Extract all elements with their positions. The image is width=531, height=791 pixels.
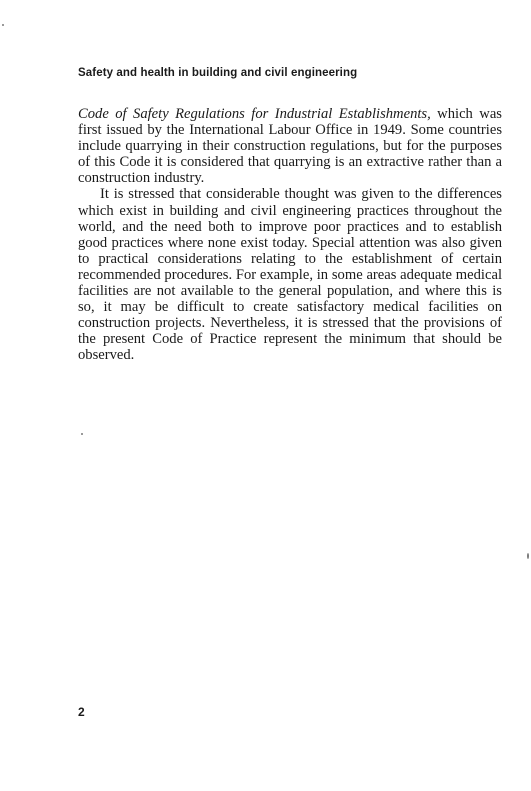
paragraph-1 bbox=[78, 106, 502, 186]
page-number: 2 bbox=[78, 705, 85, 719]
running-header: Safety and health in building and civil engineering bbox=[78, 67, 358, 79]
scan-speck bbox=[527, 553, 529, 559]
italic-title: Code of Safety Regulations for Industrial Establishments, bbox=[78, 106, 431, 122]
scan-speck bbox=[81, 433, 83, 435]
paragraph-2: It is stressed that considerable thought was given to the differences which exist in building and civil engineering practices throughout the world, and the need both to improve poor practices and to establish good practices where none exist today. Special attention was also given to practical considerations relating to the establishment of certain recommended procedures. For example, in some areas adequate medical facilities are not available to the general population, and where this is so, it may be difficult to create satisfactory medical facilities on construction projects. Nevertheless, it is stressed that the provisions of the present Code of Practice represent the minimum that should be observed. bbox=[78, 186, 502, 364]
scan-speck bbox=[2, 24, 4, 26]
body-text bbox=[78, 106, 502, 364]
paragraph-1-text: which was first issued by the International Labour Office in 1949. Some countries include quarrying in their construction regulations, but for the purposes of this Code it is considered that quarrying is an extractive rather than a construction industry. bbox=[78, 106, 502, 187]
